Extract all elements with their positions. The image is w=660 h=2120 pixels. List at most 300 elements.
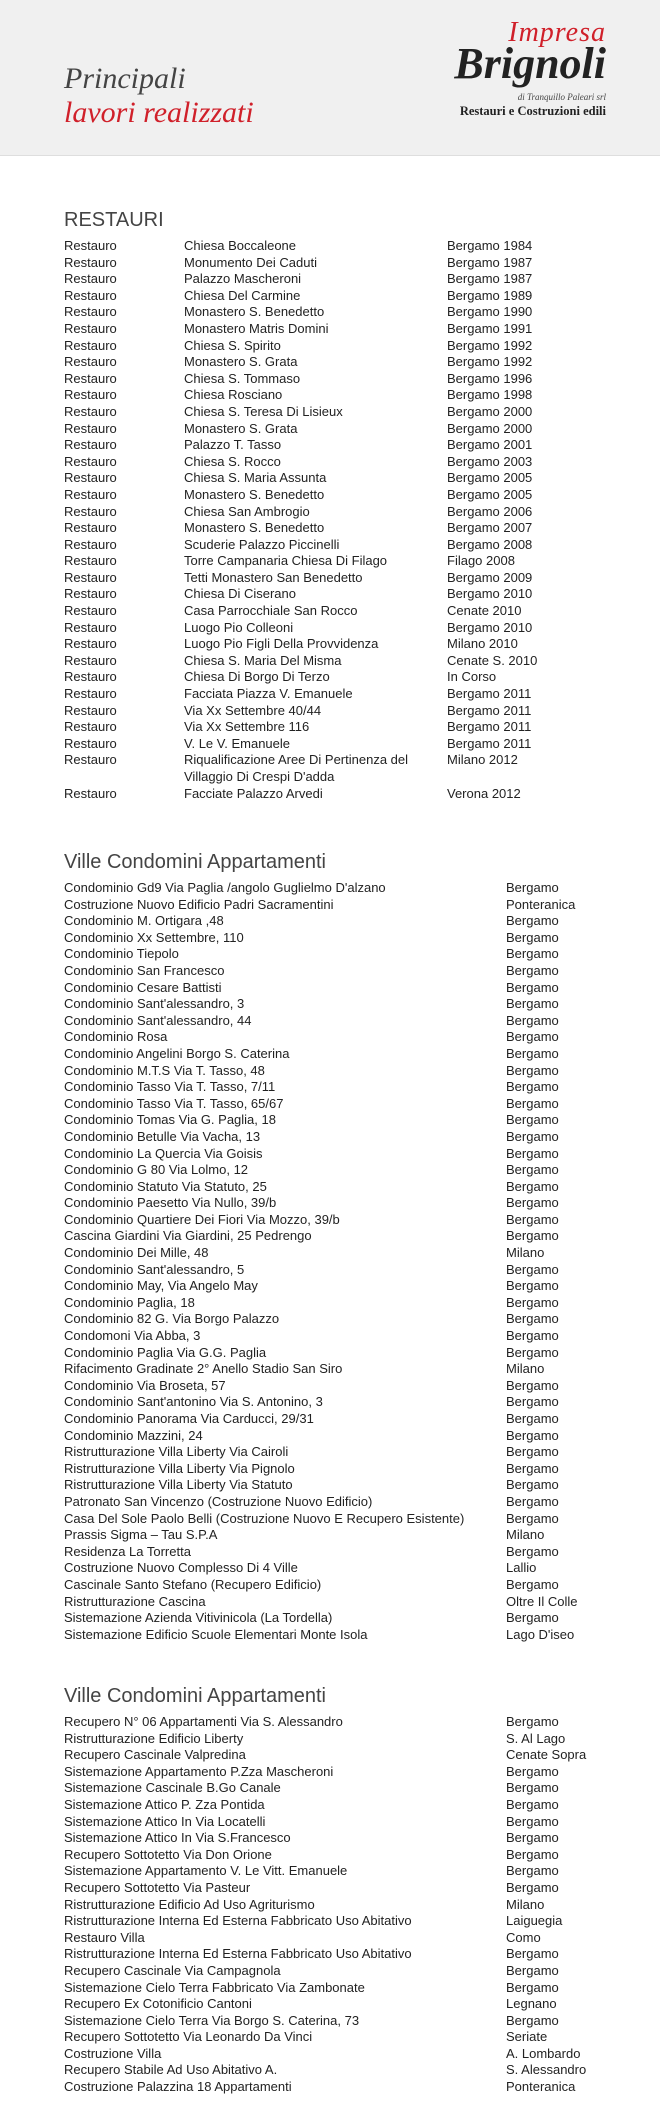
list-item <box>64 1063 624 1080</box>
cell-col2: Chiesa Di Borgo Di Terzo <box>184 669 330 685</box>
list-item <box>64 437 624 454</box>
cell-col2: Luogo Pio Figli Della Provvidenza <box>184 636 379 652</box>
cell-col2: Chiesa Del Carmine <box>184 287 301 303</box>
list-item <box>64 1980 624 1997</box>
cell-col3: Filago 2008 <box>447 553 515 569</box>
list-item <box>64 880 624 897</box>
cell-col1: Restauro <box>64 536 117 552</box>
cell-col1: Condominio M.T.S Via T. Tasso, 48 <box>64 1062 265 1078</box>
cell-col2: Via Xx Settembre 40/44 <box>184 702 322 718</box>
list-item <box>64 1345 624 1362</box>
list-item <box>64 963 624 980</box>
list-item <box>64 669 624 686</box>
cell-col1: Condominio May, Via Angelo May <box>64 1278 258 1294</box>
cell-col2: Casa Parrocchiale San Rocco <box>184 603 358 619</box>
cell-col1: Condominio Tiepolo <box>64 946 179 962</box>
list-item <box>64 487 624 504</box>
cell-col2: Bergamo <box>506 1813 559 1829</box>
list-item <box>64 1913 624 1930</box>
cell-col2: Bergamo <box>506 1796 559 1812</box>
list-item <box>64 1461 624 1478</box>
cell-col1: Restauro <box>64 254 117 270</box>
list-item <box>64 736 624 753</box>
cell-col2: Bergamo <box>506 1714 559 1729</box>
list-item <box>64 1444 624 1461</box>
cell-col1: Restauro <box>64 420 117 436</box>
cell-col1: Restauro <box>64 370 117 386</box>
list-item <box>64 1378 624 1395</box>
cell-col2: Bergamo <box>506 1411 559 1426</box>
cell-col1: Ristrutturazione Villa Liberty Via Cairoli <box>64 1444 289 1460</box>
list-item <box>64 620 624 637</box>
cell-col2: Bergamo <box>506 1863 559 1879</box>
list-item <box>64 2062 624 2079</box>
list-item <box>64 1328 624 1345</box>
cell-col2: Palazzo T. Tasso <box>184 437 282 453</box>
cell-col2: Chiesa S. Spirito <box>184 337 281 353</box>
cell-col2: Tetti Monastero San Benedetto <box>184 569 363 585</box>
list-item <box>64 1511 624 1528</box>
cell-col1: Ristrutturazione Interna Ed Esterna Fabbricato Uso Abitativo <box>64 1946 412 1962</box>
cell-col2: Chiesa S. Rocco <box>184 453 281 469</box>
list-item <box>64 1394 624 1411</box>
list-item <box>64 1897 624 1914</box>
cell-col2: Lallio <box>506 1560 537 1576</box>
cell-col1: Restauro <box>64 271 117 287</box>
list-item <box>64 1714 624 1731</box>
list-item <box>64 1079 624 1096</box>
list-item <box>64 387 624 404</box>
cell-col1: Restauro <box>64 735 117 751</box>
list-item <box>64 1830 624 1847</box>
cell-col1: Restauro <box>64 669 117 685</box>
list-item <box>64 2046 624 2063</box>
cell-col3: Bergamo 2009 <box>447 569 533 585</box>
page-header <box>0 0 660 156</box>
logo-impresa: Impresa <box>508 17 606 48</box>
cell-col1: Restauro <box>64 304 117 320</box>
cell-col2: Riqualificazione Aree Di Pertinenza del Villaggio Di Crespi D'adda <box>184 752 409 784</box>
list-item <box>64 1295 624 1312</box>
cell-col3: Bergamo 1987 <box>447 271 533 287</box>
cell-col1: Costruzione Nuovo Edificio Padri Sacramentini <box>64 896 334 912</box>
cell-col1: Condominio Dei Mille, 48 <box>64 1245 209 1261</box>
cell-col1: Condominio Tomas Via G. Paglia, 18 <box>64 1112 276 1128</box>
cell-col3: Bergamo 2006 <box>447 503 533 519</box>
cell-col3: Bergamo 2011 <box>447 702 532 718</box>
cell-col1: Recupero Stabile Ad Uso Abitativo A. <box>64 2062 278 2078</box>
cell-col2: Bergamo <box>506 946 559 962</box>
cell-col2: Bergamo <box>506 1079 559 1095</box>
cell-col1: Recupero Cascinale Valpredina <box>64 1747 246 1763</box>
cell-col3: Bergamo 2003 <box>447 453 533 469</box>
cell-col1: Condomoni Via Abba, 3 <box>64 1328 201 1344</box>
cell-col1: Restauro <box>64 486 117 502</box>
cell-col1: Sistemazione Appartamento V. Le Vitt. Emanuele <box>64 1863 348 1879</box>
cell-col3: Bergamo 2000 <box>447 403 533 419</box>
list-item <box>64 1245 624 1262</box>
cell-col2: Cenate Sopra <box>506 1747 587 1763</box>
list-item <box>64 288 624 305</box>
cell-col2: Bergamo <box>506 1477 559 1493</box>
list-item <box>64 371 624 388</box>
cell-col1: Condominio Paglia Via G.G. Paglia <box>64 1344 267 1360</box>
cell-col2: Facciate Palazzo Arvedi <box>184 785 323 801</box>
cell-col1: Sistemazione Appartamento P.Zza Mascheroni <box>64 1763 334 1779</box>
cell-col1: Ristrutturazione Villa Liberty Via Pignolo <box>64 1460 295 1476</box>
list-item <box>64 686 624 703</box>
list-item <box>64 1013 624 1030</box>
list-item <box>64 1847 624 1864</box>
list-item <box>64 321 624 338</box>
list-item <box>64 1278 624 1295</box>
cell-col3: Cenate 2010 <box>447 603 522 619</box>
cell-col2: Bergamo <box>506 880 559 895</box>
cell-col2: Bergamo <box>506 1610 559 1626</box>
cell-col1: Costruzione Palazzina 18 Appartamenti <box>64 2079 292 2095</box>
cell-col1: Condominio Tasso Via T. Tasso, 65/67 <box>64 1095 284 1111</box>
list-item <box>64 1112 624 1129</box>
cell-col1: Rifacimento Gradinate 2° Anello Stadio San Siro <box>64 1361 343 1377</box>
cell-col1: Restauro <box>64 453 117 469</box>
cell-col2: V. Le V. Emanuele <box>184 735 291 751</box>
list-item <box>64 1560 624 1577</box>
cell-col2: Bergamo <box>506 996 559 1012</box>
cell-col2: Bergamo <box>506 1211 559 1227</box>
cell-col2: Monumento Dei Caduti <box>184 254 317 270</box>
cell-col1: Condominio Sant'alessandro, 3 <box>64 996 245 1012</box>
list-item <box>64 1411 624 1428</box>
logo-subtitle: Restauri e Costruzioni edili <box>459 104 606 118</box>
list-item <box>64 586 624 603</box>
cell-col2: Bergamo <box>506 1377 559 1393</box>
list-item <box>64 470 624 487</box>
cell-col1: Restauro Villa <box>64 1929 145 1945</box>
list-item <box>64 520 624 537</box>
cell-col2: Bergamo <box>506 1162 559 1178</box>
cell-col1: Ristrutturazione Interna Ed Esterna Fabbricato Uso Abitativo <box>64 1913 412 1929</box>
cell-col1: Patronato San Vincenzo (Costruzione Nuovo Edificio) <box>64 1493 373 1509</box>
cell-col2: Monastero S. Grata <box>184 354 298 370</box>
cell-col1: Restauro <box>64 586 117 602</box>
cell-col2: Bergamo <box>506 1879 559 1895</box>
list-item <box>64 1996 624 2013</box>
section-restauri <box>64 208 624 802</box>
list-item <box>64 2029 624 2046</box>
cell-col1: Restauro <box>64 520 117 536</box>
cell-col2: Bergamo <box>506 1394 559 1410</box>
cell-col3: In Corso <box>447 669 497 685</box>
list-item <box>64 930 624 947</box>
cell-col2: Monastero S. Benedetto <box>184 520 325 536</box>
list-item <box>64 255 624 272</box>
cell-col2: Ponteranica <box>506 896 576 912</box>
list-item <box>64 752 624 785</box>
cell-col1: Condominio G 80 Via Lolmo, 12 <box>64 1162 249 1178</box>
cell-col1: Recupero Sottotetto Via Pasteur <box>64 1879 251 1895</box>
cell-col2: Bergamo <box>506 1294 559 1310</box>
list-item <box>64 338 624 355</box>
cell-col2: Bergamo <box>506 1962 559 1978</box>
cell-col1: Ristrutturazione Villa Liberty Via Statuto <box>64 1477 293 1493</box>
list-item <box>64 1029 624 1046</box>
cell-col2: Monastero S. Benedetto <box>184 486 325 502</box>
cell-col3: Bergamo 2005 <box>447 486 533 502</box>
cell-col2: S. Al Lago <box>506 1730 566 1746</box>
cell-col1: Restauro <box>64 337 117 353</box>
list-item <box>64 897 624 914</box>
cell-col2: Bergamo <box>506 1261 559 1277</box>
cell-col1: Condominio Via Broseta, 57 <box>64 1377 226 1393</box>
cell-col1: Restauro <box>64 320 117 336</box>
page-title-line1: Principali <box>64 62 186 95</box>
cell-col2: S. Alessandro <box>506 2062 587 2078</box>
cell-col3: Bergamo 2010 <box>447 586 533 602</box>
list-item <box>64 1311 624 1328</box>
cell-col1: Condominio Panorama Via Carducci, 29/31 <box>64 1411 314 1426</box>
cell-col1: Restauro <box>64 437 117 453</box>
cell-col1: Condominio Sant'alessandro, 5 <box>64 1261 245 1277</box>
cell-col1: Condominio Statuto Via Statuto, 25 <box>64 1178 267 1194</box>
list-item <box>64 1527 624 1544</box>
cell-col1: Condominio Paesetto Via Nullo, 39/b <box>64 1195 277 1211</box>
cell-col3: Bergamo 2011 <box>447 719 532 735</box>
cell-col2: Milano <box>506 1245 545 1261</box>
cell-col2: Torre Campanaria Chiesa Di Filago <box>184 553 388 569</box>
cell-col2: Chiesa Boccaleone <box>184 238 297 253</box>
list-item <box>64 786 624 803</box>
cell-col2: Legnano <box>506 1996 557 2012</box>
cell-col2: Monastero S. Benedetto <box>184 304 325 320</box>
cell-col2: Bergamo <box>506 1979 559 1995</box>
cell-col2: Monastero S. Grata <box>184 420 298 436</box>
cell-col2: Chiesa S. Teresa Di Lisieux <box>184 403 343 419</box>
section-ville-condomini-2 <box>64 1684 624 2096</box>
cell-col3: Bergamo 1989 <box>447 287 533 303</box>
cell-col2: Bergamo <box>506 1344 559 1360</box>
cell-col2: Bergamo <box>506 1543 559 1559</box>
cell-col2: Bergamo <box>506 929 559 945</box>
cell-col3: Milano 2010 <box>447 636 518 652</box>
cell-col2: Bergamo <box>506 1112 559 1128</box>
cell-col1: Recupero Sottotetto Via Don Orione <box>64 1846 272 1862</box>
cell-col1: Condominio Angelini Borgo S. Caterina <box>64 1045 290 1061</box>
list-item <box>64 1179 624 1196</box>
list-item <box>64 454 624 471</box>
cell-col1: Restauro <box>64 403 117 419</box>
cell-col1: Residenza La Torretta <box>64 1543 191 1559</box>
page-title-line2: lavori realizzati <box>64 96 254 129</box>
cell-col1: Condominio Sant'alessandro, 44 <box>64 1012 252 1028</box>
section-title: Ville Condomini Appartamenti <box>64 1685 327 1707</box>
cell-col2: Bergamo <box>506 2012 559 2028</box>
cell-col3: Milano 2012 <box>447 752 518 768</box>
cell-col1: Sistemazione Cielo Terra Fabbricato Via Zambonate <box>64 1979 365 1995</box>
list-item <box>64 1577 624 1594</box>
cell-col2: Bergamo <box>506 962 559 978</box>
cell-col2: Milano <box>506 1896 545 1912</box>
cell-col2: Facciata Piazza V. Emanuele <box>184 686 353 702</box>
cell-col2: Seriate <box>506 2029 548 2045</box>
cell-col1: Condominio Gd9 Via Paglia /angolo Guglielmo D'alzano <box>64 880 386 895</box>
cell-col1: Sistemazione Cielo Terra Via Borgo S. Caterina, 73 <box>64 2012 360 2028</box>
cell-col1: Sistemazione Attico In Via Locatelli <box>64 1813 266 1829</box>
list-item <box>64 1096 624 1113</box>
cell-col1: Condominio M. Ortigara ,48 <box>64 913 224 929</box>
cell-col2: Monastero Matris Domini <box>184 320 329 336</box>
cell-col2: Bergamo <box>506 1228 559 1244</box>
cell-col1: Sistemazione Azienda Vitivinicola (La Tordella) <box>64 1610 333 1626</box>
cell-col1: Restauro <box>64 287 117 303</box>
cell-col1: Costruzione Nuovo Complesso Di 4 Ville <box>64 1560 298 1576</box>
list-item <box>64 1228 624 1245</box>
cell-col2: Bergamo <box>506 1493 559 1509</box>
list-item <box>64 1361 624 1378</box>
list-item <box>64 537 624 554</box>
cell-col1: Restauro <box>64 702 117 718</box>
cell-col3: Verona 2012 <box>447 785 521 801</box>
list-item <box>64 1594 624 1611</box>
cell-col1: Restauro <box>64 569 117 585</box>
list-item <box>64 1814 624 1831</box>
list-item <box>64 719 624 736</box>
cell-col2: Luogo Pio Colleoni <box>184 619 294 635</box>
cell-col1: Restauro <box>64 553 117 569</box>
cell-col1: Casa Del Sole Paolo Belli (Costruzione Nuovo E Recupero Esistente) <box>64 1510 465 1526</box>
cell-col1: Condominio Mazzini, 24 <box>64 1427 203 1443</box>
cell-col3: Bergamo 2011 <box>447 735 532 751</box>
cell-col1: Ristrutturazione Edificio Ad Uso Agriturismo <box>64 1896 315 1912</box>
cell-col2: Bergamo <box>506 1029 559 1045</box>
list-item <box>64 1212 624 1229</box>
cell-col3: Bergamo 1998 <box>447 387 533 403</box>
logo-owner: di Tranquillo Paleari srl <box>517 92 606 102</box>
cell-col1: Condominio Quartiere Dei Fiori Via Mozzo, 39/b <box>64 1211 340 1227</box>
cell-col3: Bergamo 2000 <box>447 420 533 436</box>
cell-col1: Condominio San Francesco <box>64 962 225 978</box>
list-item <box>64 636 624 653</box>
cell-col3: Bergamo 1987 <box>447 254 533 270</box>
cell-col1: Sistemazione Cascinale B.Go Canale <box>64 1780 281 1796</box>
list-item <box>64 1544 624 1561</box>
cell-col2: Bergamo <box>506 1460 559 1476</box>
cell-col2: Bergamo <box>506 1195 559 1211</box>
list-item <box>64 1880 624 1897</box>
list-item <box>64 1146 624 1163</box>
page-title <box>64 62 254 130</box>
cell-col1: Cascina Giardini Via Giardini, 25 Pedrengo <box>64 1228 312 1244</box>
cell-col1: Restauro <box>64 470 117 486</box>
cell-col3: Bergamo 1996 <box>447 370 533 386</box>
cell-col2: A. Lombardo <box>506 2045 581 2061</box>
cell-col1: Condominio La Quercia Via Goisis <box>64 1145 263 1161</box>
cell-col2: Bergamo <box>506 1763 559 1779</box>
cell-col2: Bergamo <box>506 1946 559 1962</box>
cell-col3: Bergamo 1992 <box>447 354 533 370</box>
cell-col2: Bergamo <box>506 1576 559 1592</box>
cell-col2: Bergamo <box>506 1012 559 1028</box>
cell-col2: Chiesa Rosciano <box>184 387 283 403</box>
cell-col3: Bergamo 2011 <box>447 686 532 702</box>
list-item <box>64 1046 624 1063</box>
cell-col1: Ristrutturazione Edificio Liberty <box>64 1730 244 1746</box>
cell-col2: Palazzo Mascheroni <box>184 271 302 287</box>
cell-col1: Condominio Xx Settembre, 110 <box>64 929 244 945</box>
cell-col2: Via Xx Settembre 116 <box>184 719 310 735</box>
cell-col2: Chiesa S. Maria Del Misma <box>184 652 342 668</box>
works-list <box>64 1714 624 2096</box>
cell-col1: Sistemazione Attico P. Zza Pontida <box>64 1796 265 1812</box>
list-item <box>64 404 624 421</box>
logo-brignoli: Brignoli <box>454 39 606 88</box>
list-item <box>64 1863 624 1880</box>
list-item <box>64 1262 624 1279</box>
cell-col2: Bergamo <box>506 1780 559 1796</box>
cell-col1: Recupero Cascinale Via Campagnola <box>64 1962 281 1978</box>
cell-col3: Bergamo 2001 <box>447 437 533 453</box>
list-item <box>64 2013 624 2030</box>
works-list <box>64 880 624 1643</box>
cell-col1: Condominio Tasso Via T. Tasso, 7/11 <box>64 1079 276 1095</box>
cell-col2: Bergamo <box>506 1062 559 1078</box>
cell-col2: Bergamo <box>506 1444 559 1460</box>
cell-col3: Cenate S. 2010 <box>447 652 538 668</box>
cell-col1: Condominio 82 G. Via Borgo Palazzo <box>64 1311 280 1327</box>
cell-col1: Recupero Ex Cotonificio Cantoni <box>64 1996 252 2012</box>
section-title: RESTAURI <box>64 209 164 231</box>
cell-col2: Milano <box>506 1527 545 1543</box>
cell-col1: Recupero Sottotetto Via Leonardo Da Vinci <box>64 2029 313 2045</box>
section-ville-condomini <box>64 850 624 1643</box>
cell-col1: Cascinale Santo Stefano (Recupero Edificio) <box>64 1576 322 1592</box>
list-item <box>64 271 624 288</box>
cell-col2: Bergamo <box>506 1095 559 1111</box>
cell-col1: Sistemazione Attico In Via S.Francesco <box>64 1830 291 1846</box>
cell-col3: Bergamo 2007 <box>447 520 533 536</box>
cell-col2: Oltre Il Colle <box>506 1593 578 1609</box>
cell-col1: Restauro <box>64 652 117 668</box>
cell-col1: Restauro <box>64 785 117 801</box>
list-item <box>64 1494 624 1511</box>
cell-col1: Restauro <box>64 603 117 619</box>
list-item <box>64 996 624 1013</box>
list-item <box>64 946 624 963</box>
list-item <box>64 1764 624 1781</box>
list-item <box>64 703 624 720</box>
cell-col3: Bergamo 2010 <box>447 619 533 635</box>
list-item <box>64 1930 624 1947</box>
list-item <box>64 1627 624 1644</box>
cell-col2: Bergamo <box>506 1128 559 1144</box>
cell-col2: Ponteranica <box>506 2079 576 2095</box>
cell-col2: Bergamo <box>506 1178 559 1194</box>
cell-col1: Restauro <box>64 619 117 635</box>
list-item <box>64 1731 624 1748</box>
list-item <box>64 1162 624 1179</box>
cell-col2: Bergamo <box>506 1278 559 1294</box>
cell-col3: Bergamo 1990 <box>447 304 533 320</box>
list-item <box>64 1946 624 1963</box>
section-title: Ville Condomini Appartamenti <box>64 851 327 873</box>
cell-col1: Prassis Sigma – Tau S.P.A <box>64 1527 218 1543</box>
cell-col2: Milano <box>506 1361 545 1377</box>
cell-col2: Bergamo <box>506 1846 559 1862</box>
cell-col2: Bergamo <box>506 1311 559 1327</box>
cell-col2: Bergamo <box>506 1045 559 1061</box>
cell-col2: Bergamo <box>506 913 559 929</box>
list-item <box>64 913 624 930</box>
cell-col2: Bergamo <box>506 1427 559 1443</box>
